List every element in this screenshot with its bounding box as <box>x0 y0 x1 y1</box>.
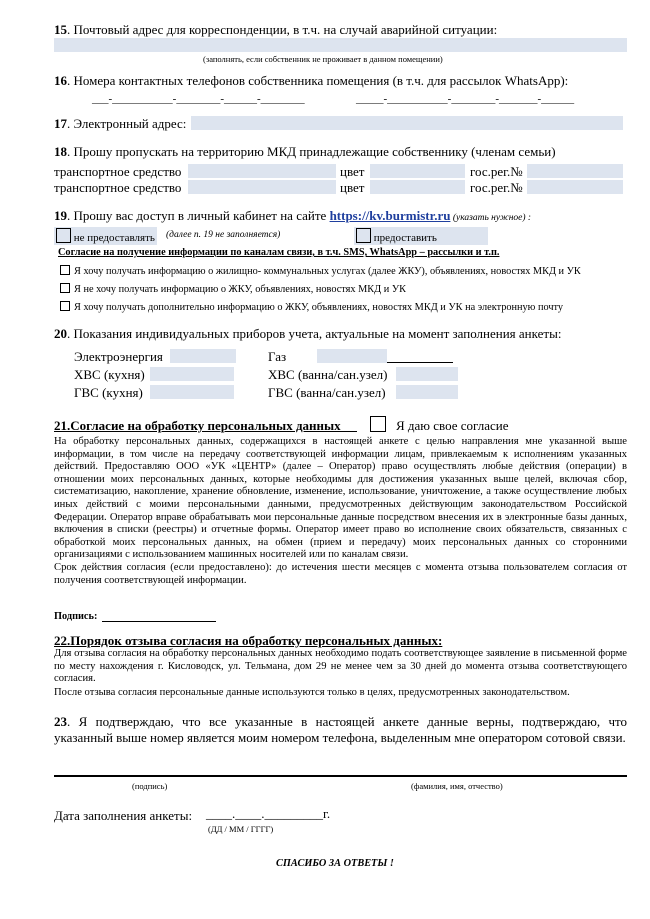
name-caption: (фамилия, имя, отчество) <box>411 781 503 791</box>
reg-label-2: гос.рег.№ <box>470 180 523 195</box>
checkbox-icon[interactable] <box>60 265 70 275</box>
gvs-kitchen-field[interactable] <box>150 385 234 399</box>
checkbox-icon[interactable] <box>60 301 70 311</box>
checkbox-icon[interactable] <box>56 228 71 243</box>
hvs-bath-field[interactable] <box>396 367 458 381</box>
revoke-after: После отзыва согласия персональные данные используются только в целях, предусмотренных законодательством. <box>54 687 570 698</box>
consent-agree-label: Я даю свое согласие <box>396 418 509 433</box>
reg-2-field[interactable] <box>527 180 623 194</box>
electric-label: Электроэнергия <box>74 349 163 364</box>
postal-address-field[interactable] <box>54 38 627 52</box>
color-label-1: цвет <box>340 164 365 179</box>
date-label: Дата заполнения анкеты: <box>54 808 193 823</box>
q20-label: 20. Показания индивидуальных приборов учета, актуальные на момент заполнения анкеты: <box>54 326 562 341</box>
option-no-note: (далее п. 19 не заполняется) <box>166 230 281 240</box>
q22-title: 22.Порядок отзыва согласия на обработку персональных данных: <box>54 633 443 648</box>
option-access[interactable]: предоставить <box>354 227 488 245</box>
checkbox-icon[interactable] <box>356 228 371 243</box>
signature-line[interactable] <box>102 621 216 622</box>
consent-term: Срок действия согласия (если предоставлено): до истечения шести месяцев с момента отзыва пользователем согласия от получения соответствующей информации. <box>54 562 627 586</box>
gas-label: Газ <box>268 349 287 364</box>
q17-label: 17. Электронный адрес: <box>54 116 187 131</box>
date-field[interactable]: ____.____._________г. <box>206 806 331 821</box>
gvs-kitchen-label: ГВС (кухня) <box>74 385 143 400</box>
channel-option-2[interactable]: Я не хочу получать информацию о ЖКУ, объявлениях, новостях МКД и УК <box>60 283 406 295</box>
color-2-field[interactable] <box>370 180 465 194</box>
signature-name-line[interactable] <box>54 775 627 777</box>
site-link[interactable]: https://kv.burmistr.ru <box>329 208 451 223</box>
q19-label: 19. Прошу вас доступ в личный кабинет на сайте https://kv.burmistr.ru (указать нужное) : <box>54 208 532 223</box>
q15-label: 15. Почтовый адрес для корреспонденции, в т.ч. на случай аварийной ситуации: <box>54 22 498 37</box>
consent-body: На обработку персональных данных, содержащихся в настоящей анкете с целью направления мне указанной выше информации, в том числе на передачу соответствующей информации лицам, привлекаемым к исполнениям указанных действий. Предоставляю ООО «УК «ЦЕНТР» (далее – Оператор) право осуществлять любые действия (операции) в отношении моих персональных данных, которые необходимы для достижения указанных выше целей, включая сбор, систематизацию, накопление, хранение обновление, изменение, использование, уничтожение, а также осуществление любых иных действий с моими персональными данными, предусмотренных действующим законодательством Российской Федерации. Оператор вправе обрабатывать мои персональные данные посредством внесения их в электронные базы данных, включения в списки (реестры) и отчетные формы. Оператор имеет право во исполнение своих обязательств, связанных с обработкой моих персональных данных, на обмен (прием и передачу) моих персональных данных со сторонними организациями с использованием машинных носителей или по каналам связи. <box>54 436 627 561</box>
vehicle-2-field[interactable] <box>188 180 336 194</box>
thanks-note: СПАСИБО ЗА ОТВЕТЫ ! <box>276 858 394 869</box>
revoke-body: Для отзыва согласия на обработку персональных данных необходимо подать соответствующее заявление в письменной форме по месту нахождения г. Кисловодск, ул. Тельмана, дом 29 не менее чем за 30 дней до момента отзыва соответствующего согласия. <box>54 648 627 685</box>
q15-note: (заполнять, если собственник не проживает в данном помещении) <box>203 54 443 64</box>
q21-title-underline <box>325 431 357 432</box>
signature-label: Подпись: <box>54 611 98 622</box>
phone-1-field[interactable]: ___-___________-________-______-________ <box>92 93 305 105</box>
option-no-access[interactable]: не предоставлять <box>54 227 157 245</box>
gvs-bath-field[interactable] <box>396 385 458 399</box>
vehicle-1-field[interactable] <box>188 164 336 178</box>
vehicle-label-2: транспортное средство <box>54 180 182 195</box>
channel-option-1[interactable]: Я хочу получать информацию о жилищно- коммунальных услугах (далее ЖКУ), объявлениях, новостях МКД и УК <box>60 265 581 277</box>
gas-field[interactable] <box>317 349 387 363</box>
reg-1-field[interactable] <box>527 164 623 178</box>
color-label-2: цвет <box>340 180 365 195</box>
reg-label-1: гос.рег.№ <box>470 164 523 179</box>
checkbox-icon[interactable] <box>60 283 70 293</box>
electric-field[interactable] <box>170 349 236 363</box>
channel-option-3[interactable]: Я хочу получать дополнительно информацию о ЖКУ, объявлениях, новостях МКД и УК на электронную почту <box>60 301 563 313</box>
gvs-bath-label: ГВС (ванна/сан.узел) <box>268 385 386 400</box>
gas-underline <box>387 362 453 363</box>
q23-statement: 23. Я подтверждаю, что все указанные в настоящей анкете данные верны, подтверждаю, что указанный выше номер является моим номером телефона, выделенным мне оператором сотовой связи. <box>54 714 627 745</box>
q18-label: 18. Прошу пропускать на территорию МКД принадлежащие собственнику (членам семьи) <box>54 144 556 159</box>
channels-consent-title: Согласие на получение информации по каналам связи, в т.ч. SMS, WhatsApp – рассылки и т.п. <box>58 247 500 258</box>
email-field[interactable] <box>191 116 623 130</box>
consent-checkbox[interactable] <box>370 416 386 434</box>
date-format-caption: (ДД / ММ / ГГГГ) <box>208 824 274 834</box>
hvs-bath-label: ХВС (ванна/сан.узел) <box>268 367 388 382</box>
color-1-field[interactable] <box>370 164 465 178</box>
q21-title: 21.Согласие на обработку персональных данных <box>54 418 341 433</box>
vehicle-label-1: транспортное средство <box>54 164 182 179</box>
hvs-kitchen-field[interactable] <box>150 367 234 381</box>
checkbox-icon[interactable] <box>370 416 386 432</box>
phone-2-field[interactable]: _____-___________-________-_______-______ <box>356 93 575 105</box>
sign-caption: (подпись) <box>132 781 168 791</box>
q16-label: 16. Номера контактных телефонов собственника помещения (в т.ч. для рассылок WhatsApp): <box>54 73 569 88</box>
hvs-kitchen-label: ХВС (кухня) <box>74 367 145 382</box>
